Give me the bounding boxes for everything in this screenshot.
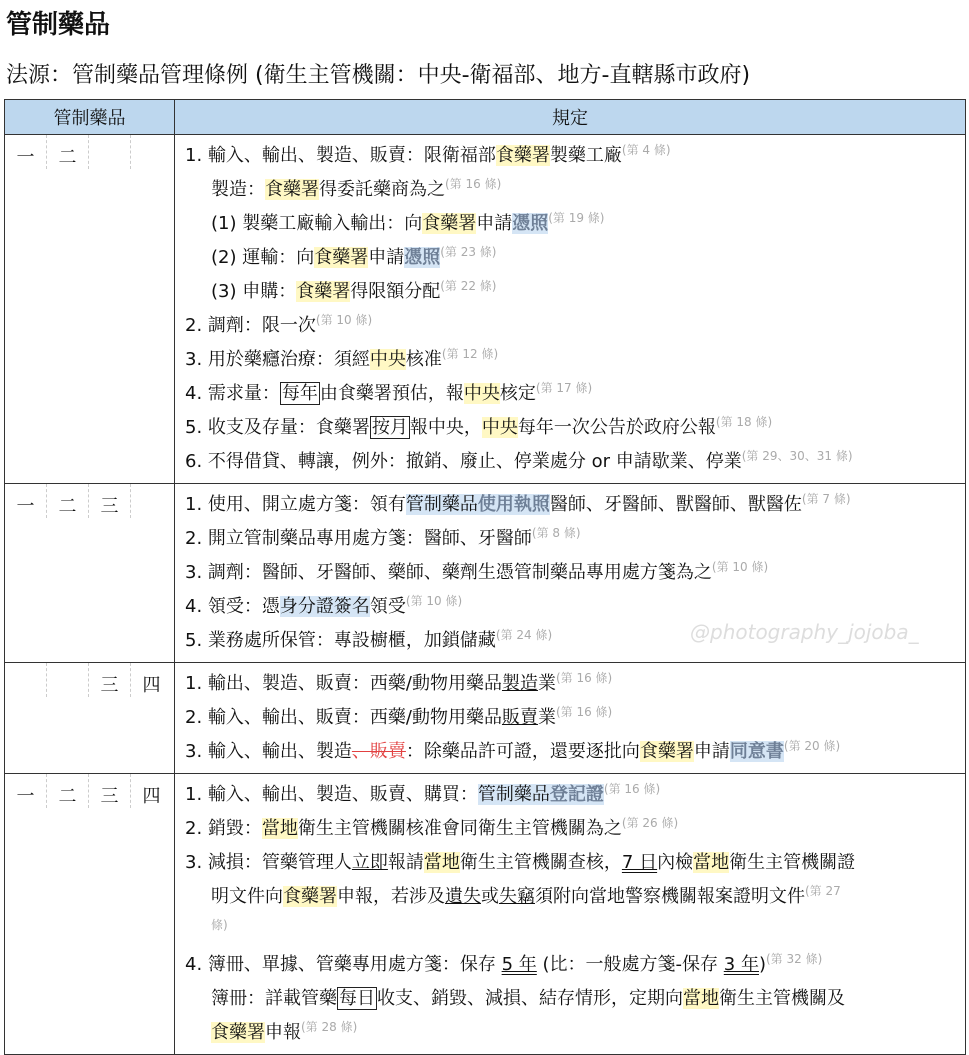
text: 4. 需求量：: [185, 383, 280, 404]
watermark: @photography_jojoba_: [690, 620, 919, 644]
schedule-level: [5, 663, 47, 697]
highlight-yellow: 當地: [261, 818, 298, 839]
text: 1. 使用、開立處方箋：領有: [185, 494, 406, 515]
text: (3) 申購：: [211, 281, 297, 302]
article-reference: (第 12 條): [441, 347, 499, 361]
rules-cell: [175, 663, 966, 774]
double-underlined-text: 5 年: [501, 954, 537, 975]
highlight-yellow: 中央: [481, 417, 518, 438]
article-reference: (第 10 條): [711, 560, 769, 574]
article-reference: (第 7 條): [801, 492, 851, 506]
text: 申請: [693, 741, 730, 762]
underlined-text: 立即: [351, 852, 388, 873]
text: 由食藥署預估，報: [319, 383, 464, 404]
article-reference: (第 27: [805, 884, 841, 898]
text: 每年一次公告於政府公報: [517, 417, 716, 438]
text: 1. 輸入、輸出、製造、販賣：限衛福部: [185, 145, 496, 166]
text: 簿冊：詳載管藥: [211, 988, 337, 1009]
text: 2. 銷毀：: [185, 818, 262, 839]
text: 製藥工廠: [549, 145, 622, 166]
rules-cell: [175, 774, 966, 1055]
text: 得限額分配: [350, 281, 441, 302]
header-category: 管制藥品: [5, 100, 175, 135]
text: 申報: [265, 1022, 301, 1043]
text: (2) 運輸：向: [211, 247, 315, 268]
rule-line: [185, 275, 965, 309]
highlight-yellow: 當地: [693, 852, 730, 873]
schedule-cell: [5, 135, 175, 484]
rule-line: [185, 778, 965, 812]
text: 衛生主管機關證: [729, 852, 856, 873]
highlight-yellow: 食藥署: [422, 213, 477, 234]
rule-line: [185, 411, 965, 445]
text: 核定: [499, 383, 536, 404]
rule-line: [185, 556, 965, 590]
text: 業: [537, 707, 556, 728]
article-reference: (第 22 條): [440, 279, 497, 293]
highlight-blue: 管制藥品: [477, 784, 550, 805]
schedule-level: 一: [5, 484, 47, 518]
schedule-level: 二: [47, 135, 89, 169]
text: 1. 輸入、輸出、製造、販賣、購買：: [185, 784, 478, 805]
table-row: [5, 663, 966, 774]
article-reference: (第 19 條): [548, 211, 605, 225]
rule-line: [185, 445, 965, 479]
text: 3. 減損：管藥管理人: [185, 852, 352, 873]
rule-line: [185, 241, 965, 275]
highlight-blue-bold: 憑照: [404, 247, 441, 268]
regulations-table: [4, 99, 966, 1055]
schedule-level: [131, 484, 172, 518]
text: 4. 領受：憑: [185, 596, 280, 617]
page-title: 管制藥品: [6, 10, 111, 40]
text: 申報，若涉及: [337, 886, 445, 907]
rule-line: [185, 590, 965, 624]
highlight-yellow: 中央: [369, 349, 406, 370]
text: 業: [537, 673, 556, 694]
highlight-blue-bold: 憑照: [512, 213, 549, 234]
schedule-level: [47, 663, 89, 697]
text: 5. 業務處所保管：專設櫥櫃，加鎖儲藏: [185, 630, 496, 651]
text: 醫師、牙醫師、獸醫師、獸醫佐: [549, 494, 802, 515]
schedule-level: 三: [89, 774, 131, 808]
article-reference: (第 20 條): [783, 739, 841, 753]
text: 4. 簿冊、單據、管藥專用處方箋：保存: [185, 954, 502, 975]
rule-line: [185, 846, 965, 880]
text: ): [758, 954, 766, 975]
rule-line: [185, 522, 965, 556]
article-reference: (第 4 條): [621, 143, 671, 157]
rule-line: [185, 982, 965, 1016]
legal-source: 法源：管制藥品管理條例 (衛生主管機關：中央-衛福部、地方-直轄縣市政府): [6, 63, 751, 88]
rule-line: [185, 343, 965, 377]
schedule-level: 三: [89, 663, 131, 697]
schedule-level: 四: [142, 675, 161, 696]
highlight-yellow: 食藥署: [265, 179, 319, 200]
schedule-level: [89, 135, 131, 169]
text: 收支、銷毀、減損、結存情形，定期向: [377, 988, 683, 1009]
article-reference: (第 16 條): [445, 177, 502, 191]
underlined-text: 失竊: [499, 886, 535, 907]
double-underlined-text: 3 年: [723, 954, 759, 975]
rule-line: [185, 207, 965, 241]
text: 核准: [405, 349, 442, 370]
strikethrough-text: 、販賣: [351, 741, 406, 762]
schedule-level: 二: [47, 484, 89, 518]
schedule-level: 四: [142, 786, 161, 807]
text: 2. 開立管制藥品專用處方箋：醫師、牙醫師: [185, 528, 532, 549]
text: 須附向當地警察機關報案證明文件: [535, 886, 805, 907]
article-reference: 條): [211, 918, 228, 932]
text: 報中央，: [409, 417, 482, 438]
text: 3. 用於藥癮治療：須經: [185, 349, 370, 370]
boxed-text: 按月: [371, 417, 408, 438]
article-reference: (第 24 條): [495, 628, 553, 642]
rule-line: [185, 914, 965, 948]
text: 報請: [387, 852, 424, 873]
article-reference: (第 18 條): [715, 415, 773, 429]
text: (1) 製藥工廠輸入輸出：向: [211, 213, 423, 234]
schedule-cell: [5, 484, 175, 663]
highlight-yellow: 當地: [683, 988, 719, 1009]
text: 5. 收支及存量：食藥署: [185, 417, 370, 438]
highlight-yellow: 當地: [423, 852, 460, 873]
text: 申請: [368, 247, 405, 268]
underlined-text: 製造: [501, 673, 538, 694]
rule-line: [185, 173, 965, 207]
rule-line: [185, 948, 965, 982]
text: 明文件向: [211, 886, 283, 907]
article-reference: (第 32 條): [766, 952, 823, 966]
highlight-yellow: 食藥署: [314, 247, 369, 268]
highlight-blue: 管制藥品: [405, 494, 478, 515]
boxed-text: 每日: [339, 988, 375, 1009]
text: 3. 輸入、輸出、製造: [185, 741, 352, 762]
rule-line: [185, 488, 965, 522]
text: 製造：: [211, 179, 265, 200]
highlight-blue-bold: 登記證: [549, 784, 604, 805]
article-reference: (第 29、30、31 條): [741, 449, 853, 463]
highlight-yellow: 食藥署: [283, 886, 337, 907]
highlight-blue-bold: 使用執照: [477, 494, 550, 515]
highlight-blue: 身分證簽名: [279, 596, 370, 617]
double-underlined-text: 7 日: [621, 852, 658, 873]
rule-line: [185, 880, 965, 914]
rule-line: [185, 667, 965, 701]
article-reference: (第 17 條): [535, 381, 593, 395]
table-row: [5, 135, 966, 484]
text: 領受: [369, 596, 406, 617]
text: 衛生主管機關核准會同衛生主管機關為之: [297, 818, 622, 839]
rule-line: [185, 377, 965, 411]
rules-cell: [175, 135, 966, 484]
highlight-yellow: 食藥署: [495, 145, 550, 166]
article-reference: (第 16 條): [555, 671, 613, 685]
table-row: [5, 774, 966, 1055]
text: 內檢: [657, 852, 694, 873]
article-reference: (第 8 條): [531, 526, 581, 540]
text: (比：一般處方箋-保存: [536, 954, 724, 975]
text: 或: [481, 886, 499, 907]
rule-line: [185, 812, 965, 846]
text: 2. 輸入、輸出、販賣：西藥/動物用藥品: [185, 707, 502, 728]
boxed-text: 每年: [281, 383, 318, 404]
highlight-yellow: 中央: [463, 383, 500, 404]
schedule-level: 二: [47, 774, 89, 808]
schedule-level: 一: [5, 774, 47, 808]
text: 6. 不得借貸、轉讓，例外：撤銷、廢止、停業處分 or 申請歇業、停業: [185, 451, 742, 472]
underlined-text: 遺失: [445, 886, 481, 907]
rule-line: [185, 139, 965, 173]
text: 3. 調劑：醫師、牙醫師、藥師、藥劑生憑管制藥品專用處方箋為之: [185, 562, 712, 583]
rule-line: [185, 309, 965, 343]
underlined-text: 販賣: [501, 707, 538, 728]
article-reference: (第 26 條): [621, 816, 679, 830]
rule-line: [185, 701, 965, 735]
article-reference: (第 28 條): [301, 1020, 358, 1034]
highlight-blue-bold: 同意書: [729, 741, 784, 762]
text: 申請: [476, 213, 513, 234]
text: 衛生主管機關及: [719, 988, 845, 1009]
article-reference: (第 16 條): [603, 782, 661, 796]
text: 2. 調劑：限一次: [185, 315, 316, 336]
highlight-yellow: 食藥署: [211, 1022, 265, 1043]
highlight-yellow: 食藥署: [639, 741, 694, 762]
schedule-cell: [5, 774, 175, 1055]
article-reference: (第 16 條): [555, 705, 613, 719]
highlight-yellow: 食藥署: [296, 281, 351, 302]
article-reference: (第 10 條): [405, 594, 463, 608]
text: 1. 輸出、製造、販賣：西藥/動物用藥品: [185, 673, 502, 694]
text: ：除藥品許可證，還要逐批向: [405, 741, 640, 762]
schedule-level: [131, 135, 172, 169]
header-rules: 規定: [175, 100, 966, 135]
rule-line: [185, 1016, 965, 1050]
schedule-cell: [5, 663, 175, 774]
schedule-level: 一: [5, 135, 47, 169]
text: 得委託藥商為之: [319, 179, 445, 200]
article-reference: (第 10 條): [315, 313, 373, 327]
rule-line: [185, 735, 965, 769]
text: 衛生主管機關查核，: [459, 852, 622, 873]
article-reference: (第 23 條): [440, 245, 497, 259]
schedule-level: 三: [89, 484, 131, 518]
